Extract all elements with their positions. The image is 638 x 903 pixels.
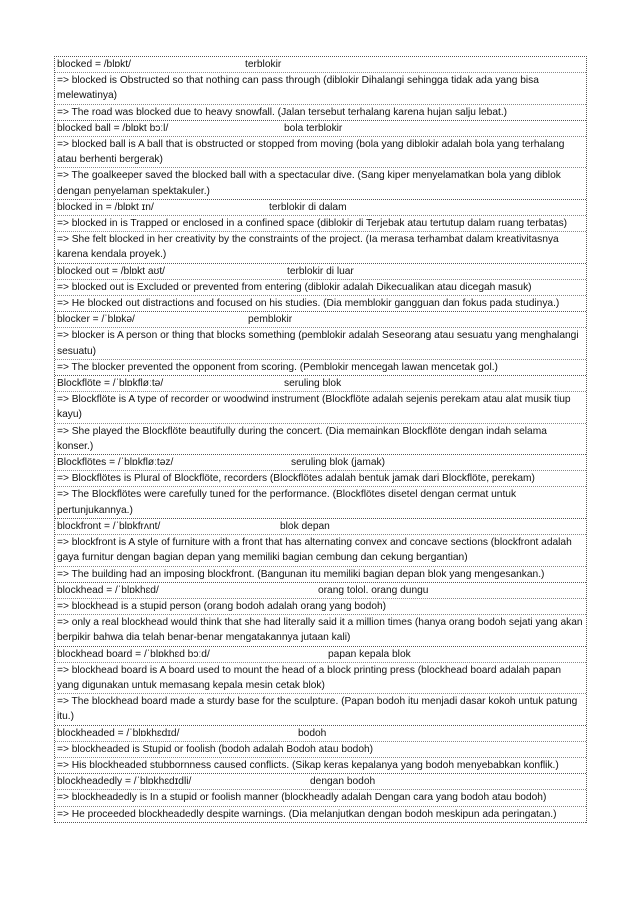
entry-example: => The road was blocked due to heavy snowfall. (Jalan tersebut terhalang karena hujan salju lebat.) [57,106,508,118]
vocabulary-table [54,56,587,823]
entry-example: => The building had an imposing blockfront. (Bangunan itu memiliki bagian depan blok yang mengesankan.) [57,568,545,580]
entry-example: => The goalkeeper saved the blocked ball with a spectacular dive. (Sang kiper menyelamatkan bola yang diblok dengan penyelaman spektakuler.) [57,170,561,197]
entry-word: blockheaded = /ˈblɒkhɛdɪd/ [57,727,180,739]
entry-head [55,57,586,73]
entry-meaning: seruling blok (jamak) [291,457,385,469]
entry-blockheadedly [55,774,586,823]
entry-head [55,200,586,216]
entry-word: blockhead board = /ˈblɒkhɛd bɔːd/ [57,648,210,660]
entry-meaning: blok depan [280,520,330,532]
entry-example: => His blockheaded stubbornness caused conflicts. (Sikap keras kepalanya yang bodoh menyebabkan konflik.) [57,759,559,771]
entry-head [55,455,586,471]
entry-meaning: seruling blok [284,378,342,390]
entry-blockfront [55,519,586,583]
entry-blockflotes [55,455,586,519]
entry-word: blocked ball = /blɒkt bɔːl/ [57,122,169,134]
entry-word: blocked out = /blɒkt aʊt/ [57,265,166,277]
entry-word: blocker = /ˈblɒkə/ [57,314,135,326]
entry-definition: => blocked in is Trapped or enclosed in a confined space (diblokir di Terjebak atau tertutup dalam ruang terbatas) [55,216,586,232]
entry-definition: => Blockflöte is A type of recorder or woodwind instrument (Blockflöte adalah sejenis perekam atau alat musik tiup kayu) [55,392,586,423]
entry-meaning: terblokir di luar [287,265,354,277]
entry-meaning: bodoh [298,727,327,739]
entry-head [55,264,586,280]
entry-definition: => Blockflötes is Plural of Blockflöte, recorders (Blockflötes adalah bentuk jamak dari Blockflöte, perekam) [55,471,586,487]
entry-meaning: terblokir di dalam [269,201,347,213]
entry-head [55,376,586,392]
entry-example: => He blocked out distractions and focused on his studies. (Dia memblokir gangguan dan fokus pada studinya.) [57,298,560,310]
entry-word: blocked = /blɒkt/ [57,59,131,70]
entry-word: blockhead = /ˈblɒkhɛd/ [57,584,159,596]
entry-blocked [55,57,586,121]
entry-head [55,583,586,599]
entry-definition: => blocked ball is A ball that is obstructed or stopped from moving (bola yang diblokir adalah bola yang terhalang atau berhenti bergerak) [55,137,586,168]
entry-word: blockheadedly = /ˈblɒkhɛdɪdli/ [57,776,192,788]
entry-example: => She felt blocked in her creativity by the constraints of the project. (Ia merasa terhambat dalam kreativitasnya karena kendala proyek.) [57,234,559,261]
entry-word: blocked in = /blɒkt ɪn/ [57,201,154,213]
entry-blockhead [55,583,586,647]
entry-head [55,121,586,137]
entry-meaning: pemblokir [248,314,293,326]
entry-definition: => blockheadedly is In a stupid or foolish manner (blockheadly adalah Dengan cara yang bodoh atau bodoh) [55,790,586,806]
entry-word: Blockflöte = /ˈblɒkfløːtə/ [57,378,164,390]
entry-blockhead-board [55,647,586,726]
entry-example: => The blockhead board made a sturdy base for the sculpture. (Papan bodoh itu menjadi dasar kokoh untuk patung itu.) [57,696,578,723]
entry-example: => She played the Blockflöte beautifully during the concert. (Dia memainkan Blockflöte dengan indah selama konser.) [57,425,547,452]
entry-definition: => blockfront is A style of furniture with a front that has alternating convex and concave sections (blockfront adalah gaya furnitur dengan bagian depan yang memiliki bagian cembung dan cekung bergantian) [55,535,586,566]
entry-head [55,647,586,663]
entry-meaning: terblokir [245,59,282,70]
entry-example: => The Blockflötes were carefully tuned for the performance. (Blockflötes disetel dengan cermat untuk pertunjukannya.) [57,489,517,516]
entry-blockflote [55,376,586,455]
entry-head [55,774,586,790]
entry-example: => He proceeded blockheadedly despite warnings. (Dia melanjutkan dengan bodoh meskipun ada peringatan.) [57,808,557,820]
entry-definition: => blocker is A person or thing that blocks something (pemblokir adalah Seseorang atau sesuatu yang menghalangi sesuatu) [55,328,586,359]
entry-word: Blockflötes = /ˈblɒkfløːtəz/ [57,457,174,469]
entry-meaning: orang tolol. orang dungu [318,584,429,596]
entry-head [55,726,586,742]
entry-meaning: bola terblokir [284,122,343,134]
entry-meaning: papan kepala blok [328,648,411,660]
entry-definition: => blocked is Obstructed so that nothing can pass through (diblokir Dihalangi sehingga tidak ada yang bisa melewatinya) [55,73,586,104]
entry-blockheaded [55,726,586,775]
entry-definition: => blockhead is a stupid person (orang bodoh adalah orang yang bodoh) [55,599,586,615]
entry-blocked-ball [55,121,586,200]
entry-example: => The blocker prevented the opponent from scoring. (Pemblokir mencegah lawan mencetak gol.) [57,361,498,373]
entry-head [55,519,586,535]
entry-head [55,312,586,328]
entry-definition: => blocked out is Excluded or prevented from entering (diblokir adalah Dikecualikan atau dicegah masuk) [55,280,586,296]
entry-definition: => blockhead board is A board used to mount the head of a block printing press (blockhead board adalah papan yang digunakan untuk memasang kepala mesin cetak blok) [55,663,586,694]
entry-blocked-out [55,264,586,313]
entry-blocker [55,312,586,376]
entry-example: => only a real blockhead would think that she had literally said it a million times (hanya orang bodoh sejati yang akan berpikir bahwa dia telah benar-benar mengatakannya jutaan kali) [57,617,583,644]
entry-blocked-in [55,200,586,264]
entry-word: blockfront = /ˈblɒkfrʌnt/ [57,520,161,532]
entry-meaning: dengan bodoh [310,776,376,788]
entry-definition: => blockheaded is Stupid or foolish (bodoh adalah Bodoh atau bodoh) [55,742,586,758]
